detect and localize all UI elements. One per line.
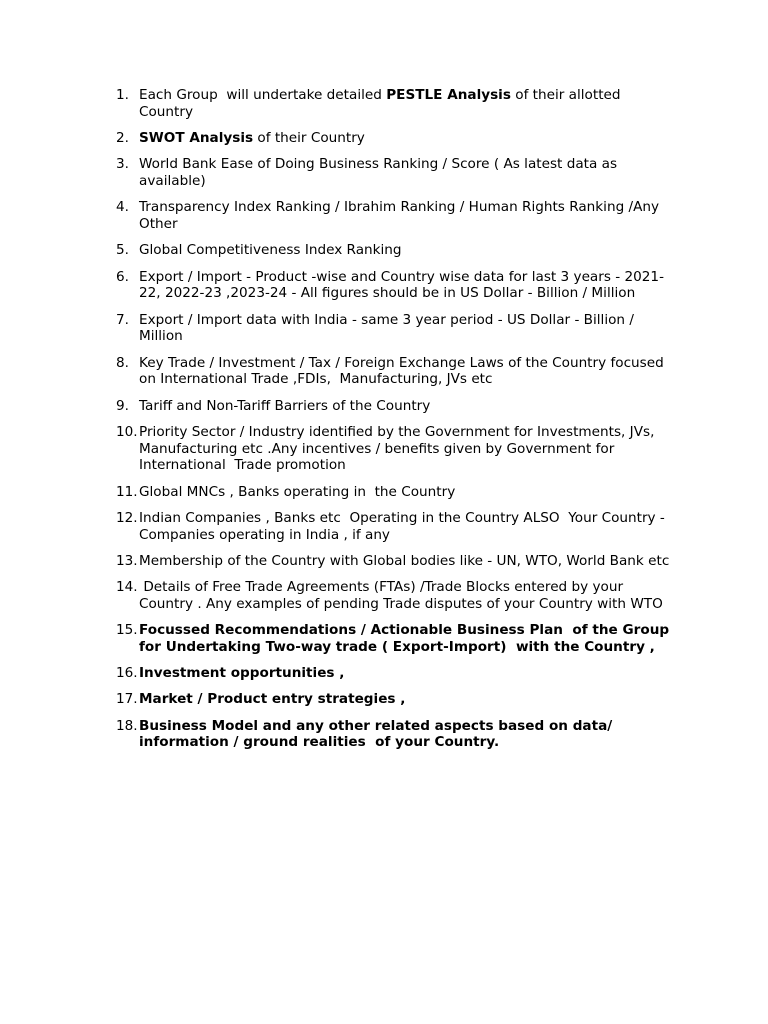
list-text: Priority Sector / Industry identified by the Government for Investments, JVs, Manufacturing etc .Any incentives / benefits given by Government for International Trade promotion <box>139 423 659 474</box>
list-item-5 <box>116 242 676 259</box>
list-number: 11. <box>116 483 138 500</box>
list-number: 16. <box>116 665 138 682</box>
list-item-3 <box>116 156 676 189</box>
task-list <box>116 87 676 761</box>
list-text: Global Competitiveness Index Ranking <box>139 242 402 259</box>
list-item-1 <box>116 87 676 120</box>
list-number: 8. <box>116 354 129 371</box>
list-number: 4. <box>116 199 129 216</box>
list-text: Focussed Recommendations / Actionable Business Plan of the Group for Undertaking Two-way trade ( Export-Import) with the Country , <box>139 622 674 655</box>
list-item-8 <box>116 355 676 388</box>
list-number: 7. <box>116 311 129 328</box>
list-text: Indian Companies , Banks etc Operating in the Country ALSO Your Country - Companies operating in India , if any <box>139 509 674 543</box>
list-text: Tariff and Non-Tariff Barriers of the Country <box>139 397 431 414</box>
list-number: 18. <box>116 717 138 734</box>
list-item-4 <box>116 199 676 232</box>
list-item-15 <box>116 622 676 655</box>
list-item-7 <box>116 312 676 345</box>
list-text: Export / Import data with India - same 3 year period - US Dollar - Billion / Million <box>139 311 639 345</box>
list-text: Export / Import - Product -wise and Country wise data for last 3 years - 2021-22, 2022-23 ,2023-24 - All figures should be in US Dollar - Billion / Million <box>139 268 664 302</box>
emphasis-text: PESTLE Analysis <box>386 87 511 103</box>
list-number: 10. <box>116 423 138 440</box>
list-text: Each Group will undertake detailed PESTLE Analysis of their allotted Country <box>139 87 625 120</box>
list-text: Market / Product entry strategies , <box>139 691 406 708</box>
list-number: 14. <box>116 579 138 596</box>
list-item-9 <box>116 398 676 415</box>
list-text: SWOT Analysis of their Country <box>139 130 365 146</box>
list-item-10 <box>116 424 676 474</box>
list-item-11 <box>116 484 676 501</box>
list-item-13 <box>116 553 676 570</box>
list-item-6 <box>116 269 676 302</box>
list-number: 5. <box>116 242 129 259</box>
list-item-14 <box>116 579 676 612</box>
list-number: 9. <box>116 397 129 414</box>
list-number: 15. <box>116 622 138 639</box>
list-text: Global MNCs , Banks operating in the Country <box>139 483 456 500</box>
list-number: 1. <box>116 87 129 103</box>
list-item-16 <box>116 665 676 682</box>
list-text: Transparency Index Ranking / Ibrahim Ranking / Human Rights Ranking /Any Other <box>139 199 664 232</box>
list-text: Business Model and any other related aspects based on data/ information / ground realities of your Country. <box>139 717 617 751</box>
list-number: 2. <box>116 130 129 146</box>
emphasis-text: SWOT Analysis <box>139 130 254 146</box>
list-number: 3. <box>116 156 129 173</box>
list-number: 6. <box>116 268 129 285</box>
list-number: 12. <box>116 509 138 526</box>
list-item-18 <box>116 718 676 751</box>
list-text: Key Trade / Investment / Tax / Foreign Exchange Laws of the Country focused on International Trade ,FDIs, Manufacturing, JVs etc <box>139 354 673 388</box>
list-text: World Bank Ease of Doing Business Ranking / Score ( As latest data as available) <box>139 156 622 189</box>
list-text: Details of Free Trade Agreements (FTAs) /Trade Blocks entered by your Country . Any examples of pending Trade disputes of your Country with WTO <box>139 579 663 612</box>
list-item-2 <box>116 130 676 147</box>
list-item-17 <box>116 691 676 708</box>
list-text: Investment opportunities , <box>139 665 345 682</box>
list-number: 17. <box>116 691 138 708</box>
list-number: 13. <box>116 552 138 569</box>
list-text: Membership of the Country with Global bodies like - UN, WTO, World Bank etc <box>139 552 670 569</box>
list-item-12 <box>116 510 676 543</box>
